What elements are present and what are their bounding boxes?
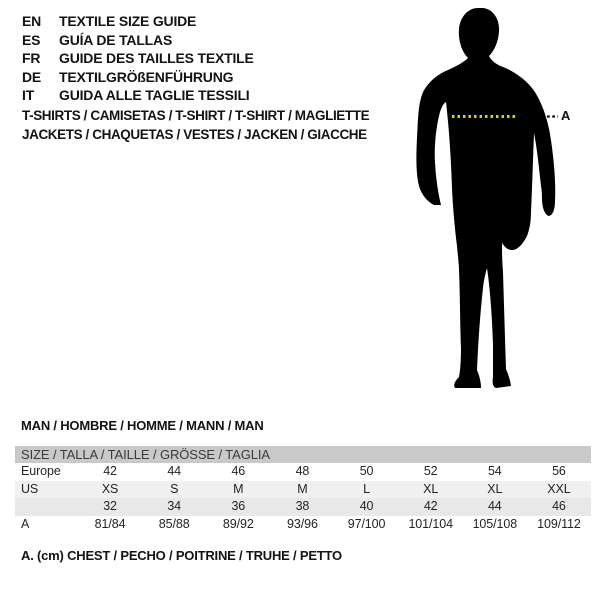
size-value: 48 — [295, 464, 310, 478]
language-label: GUIDA ALLE TAGLIE TESSILI — [59, 87, 250, 103]
size-value: 56 — [552, 464, 566, 478]
section-title-man: MAN / HOMBRE / HOMME / MANN / MAN — [21, 418, 264, 433]
language-label: TEXTILGRÖßENFÜHRUNG — [59, 68, 234, 85]
size-value: 85/88 — [158, 516, 190, 531]
size-value: 54 — [487, 464, 502, 478]
language-code: ES — [22, 31, 41, 48]
language-code: FR — [22, 50, 41, 66]
size-value: 42 — [423, 499, 438, 513]
language-label: TEXTILE SIZE GUIDE — [59, 13, 197, 29]
size-value: XS — [101, 481, 119, 496]
size-value: 109/112 — [537, 516, 581, 531]
language-label: GUÍA DE TALLAS — [59, 31, 173, 48]
size-value: 42 — [103, 464, 117, 478]
table-row-europe — [15, 463, 591, 481]
size-value: M — [297, 481, 308, 496]
size-table — [15, 446, 591, 533]
size-value: 46 — [231, 464, 246, 478]
size-value: 40 — [359, 499, 374, 513]
table-row-us — [15, 481, 591, 499]
size-value: 105/108 — [472, 516, 518, 531]
size-value: 44 — [167, 464, 182, 478]
size-value: 97/100 — [347, 516, 386, 531]
size-value: S — [170, 481, 179, 496]
size-value: 38 — [295, 499, 310, 513]
size-value: 89/92 — [222, 516, 254, 531]
size-value: 46 — [552, 499, 566, 513]
row-label: US — [21, 481, 39, 496]
size-value: 52 — [423, 464, 438, 478]
table-row-us-numeric — [15, 498, 591, 516]
size-value: 93/96 — [287, 516, 318, 531]
size-value: XL — [423, 481, 439, 496]
row-label: Europe — [21, 464, 61, 478]
size-value: M — [233, 481, 244, 496]
table-row-chest-a — [15, 516, 591, 534]
size-value: 32 — [103, 499, 117, 513]
man-silhouette — [416, 8, 555, 388]
language-code: IT — [22, 87, 35, 103]
row-label — [15, 498, 78, 516]
footnote-chest-legend: A. (cm) CHEST / PECHO / POITRINE / TRUHE / PETTO — [21, 548, 342, 563]
size-value: 50 — [359, 464, 374, 478]
size-value: 101/104 — [408, 516, 453, 531]
row-label: A — [21, 516, 30, 531]
size-value: L — [363, 481, 370, 496]
language-code: DE — [22, 68, 42, 85]
size-value: 36 — [231, 499, 246, 513]
language-code: EN — [22, 13, 42, 29]
category-jackets: JACKETS / CHAQUETAS / VESTES / JACKEN / GIACCHE — [22, 126, 367, 142]
size-value: 44 — [487, 499, 502, 513]
category-tshirts: T-SHIRTS / CAMISETAS / T-SHIRT / T-SHIRT / MAGLIETTE — [22, 108, 370, 123]
measure-label-a: A — [561, 108, 571, 123]
size-value: 81/84 — [94, 516, 126, 531]
size-table-header: SIZE / TALLA / TAILLE / GRÖSSE / TAGLIA — [15, 446, 591, 463]
size-value: 34 — [167, 499, 182, 513]
size-value: XL — [487, 481, 503, 496]
size-value: XXL — [547, 481, 571, 496]
language-label: GUIDE DES TAILLES TEXTILE — [59, 50, 254, 66]
